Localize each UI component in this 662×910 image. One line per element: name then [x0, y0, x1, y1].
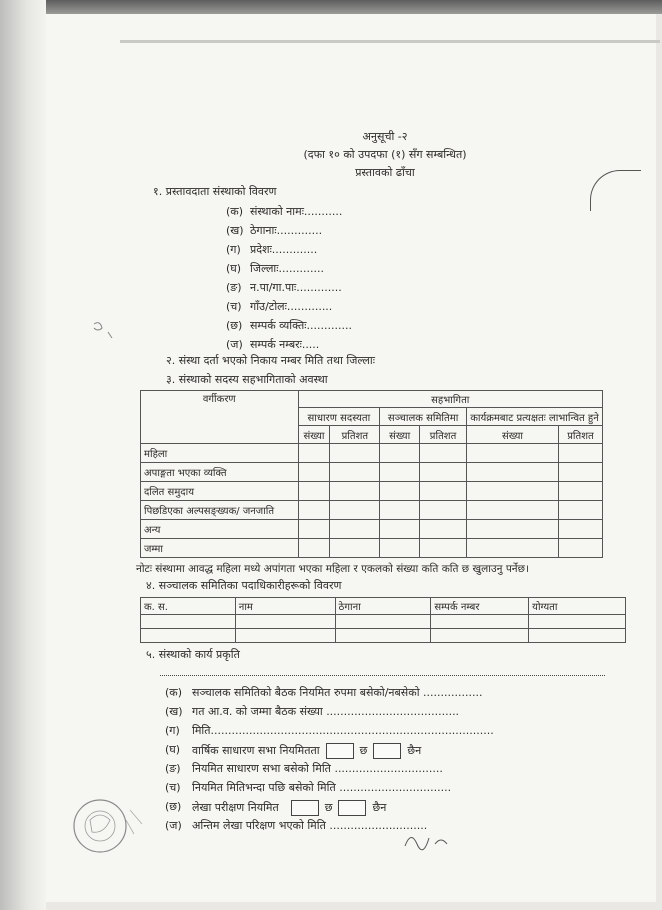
list-item-label: (ग) [226, 243, 241, 256]
list-item-label: (च) [165, 781, 181, 794]
list-item: नियमित साधारण सभा बसेको मिति ............................... [192, 762, 443, 775]
table-header: सम्पर्क नम्बर [431, 598, 529, 615]
row-label: महिला [141, 444, 299, 463]
section4-title: ४. सञ्चालक समितिका पदाधिकारीहरूको विवरण [146, 579, 342, 592]
option-yes-label: छ [359, 744, 368, 757]
list-item-text: लेखा परीक्षण नियमित [192, 801, 279, 814]
table-header: योग्यता [529, 598, 626, 615]
list-item-label: (ख) [165, 705, 183, 718]
checkbox-yes[interactable] [291, 800, 319, 816]
proposal-format-title: प्रस्तावको ढाँचा [355, 166, 415, 179]
list-item-label: (ङ) [226, 281, 242, 294]
scan-edge-left [0, 0, 46, 910]
row-label: जम्मा [141, 539, 299, 558]
table-row [141, 501, 603, 520]
row-label: पिछडिएका अल्पसङ्ख्यक/ जनजाति [141, 501, 299, 520]
list-item: न.पा/गा.पाः............. [250, 281, 342, 294]
section1-title: १. प्रस्तावदाता संस्थाको विवरण [153, 185, 277, 198]
signature-scribble-icon [395, 826, 465, 852]
table-subheader-count: संख्या [380, 426, 420, 444]
option-no-label: छैन [372, 801, 387, 814]
section5-title: ५. संस्थाको कार्य प्रकृति [146, 648, 240, 661]
option-no-label: छैन [407, 744, 422, 757]
table-header: ठेगाना [335, 598, 431, 615]
table-group-header: कार्यक्रमबाट प्रत्यक्षतः लाभान्वित हुने [466, 408, 602, 426]
table-row [141, 539, 603, 558]
list-item-label: (छ) [226, 319, 243, 332]
official-stamp-icon [68, 790, 160, 856]
participation-table [140, 390, 603, 558]
table-header: क. स. [141, 598, 236, 615]
table-group-header: सञ्चालक समितिमा [380, 408, 467, 426]
list-item: सम्पर्क नम्बरः..... [250, 338, 320, 351]
list-item: नियमित मितिभन्दा पछि बसेको मिति ................................ [192, 781, 452, 794]
list-item-text: वार्षिक साधारण सभा नियमितता [192, 744, 320, 757]
margin-mark-icon [90, 318, 120, 346]
list-item: ठेगानाः............. [250, 224, 323, 237]
list-item [192, 800, 386, 816]
list-item: गत आ.व. को जम्मा बैठक संख्या ...................................... [192, 705, 460, 718]
row-label: दलित समुदाय [141, 482, 299, 501]
list-item-label: (ख) [226, 224, 244, 237]
table-row [141, 629, 626, 643]
checkbox-no[interactable] [338, 800, 366, 816]
row-label: अपाङ्गता भएका व्यक्ति [141, 463, 299, 482]
table-row [141, 615, 626, 629]
table-group-header: साधारण सदस्यता [298, 408, 380, 426]
list-item: सम्पर्क व्यक्तिः............. [250, 319, 352, 332]
table-header: नाम [235, 598, 335, 615]
list-item-label: (ग) [165, 724, 180, 737]
option-yes-label: छ [324, 801, 333, 814]
list-item-label: (च) [226, 300, 242, 313]
table-subheader-percent: प्रतिशत [558, 426, 602, 444]
table-row [141, 444, 603, 463]
dotted-line [160, 675, 605, 676]
list-item: जिल्लाः............. [250, 262, 324, 275]
table-subheader-count: संख्या [298, 426, 330, 444]
list-item: अन्तिम लेखा परिक्षण भएको मिति ............................ [192, 819, 428, 832]
checkbox-yes[interactable] [326, 743, 354, 759]
list-item-label: (क) [165, 686, 183, 699]
list-item-label: (घ) [165, 743, 181, 756]
list-item-label: (घ) [226, 262, 242, 275]
scan-edge-top [0, 0, 662, 14]
committee-table [140, 597, 626, 643]
table-row [141, 482, 603, 501]
table-row [141, 463, 603, 482]
table-subheader-count: संख्या [466, 426, 558, 444]
schedule-reference: (दफा १० को उपदफा (१) सँग सम्बन्धित) [303, 148, 467, 161]
note-text: नोटः संस्थामा आवद्ध महिला मध्ये अपांगता भएका महिला र एकलको संख्या कति कति छ खुलाउनु पर्नेछ। [136, 563, 529, 575]
section3-title: ३. संस्थाको सदस्य सहभागिताको अवस्था [166, 373, 328, 386]
list-item: संस्थाको नामः........... [250, 205, 343, 218]
page-fold-line [120, 40, 660, 43]
table-header-participation: सहभागिता [298, 391, 602, 408]
checkbox-no[interactable] [373, 743, 401, 759]
section2-title: २. संस्था दर्ता भएको निकाय नम्बर मिति तथा जिल्लाः [166, 354, 375, 367]
table-subheader-percent: प्रतिशत [330, 426, 380, 444]
schedule-title: अनुसूची -२ [362, 130, 408, 143]
table-header-classification: वर्गीकरण [141, 391, 299, 444]
list-item-label: (ज) [226, 338, 243, 351]
list-item: सञ्चालक समितिको बैठक नियमित रुपमा बसेको/नबसेको ................. [192, 686, 483, 699]
table-subheader-percent: प्रतिशत [420, 426, 467, 444]
list-item-label: (ङ) [165, 762, 181, 775]
row-label: अन्य [141, 520, 299, 539]
list-item: गाँउ/टोलः............. [250, 300, 333, 313]
list-item: मिति................................................................................. [192, 724, 494, 737]
list-item-label: (ज) [165, 819, 182, 832]
table-row [141, 520, 603, 539]
list-item: प्रदेशः............. [250, 243, 318, 256]
list-item-label: (क) [226, 205, 244, 218]
list-item-label: (छ) [165, 800, 182, 813]
list-item [192, 743, 421, 759]
